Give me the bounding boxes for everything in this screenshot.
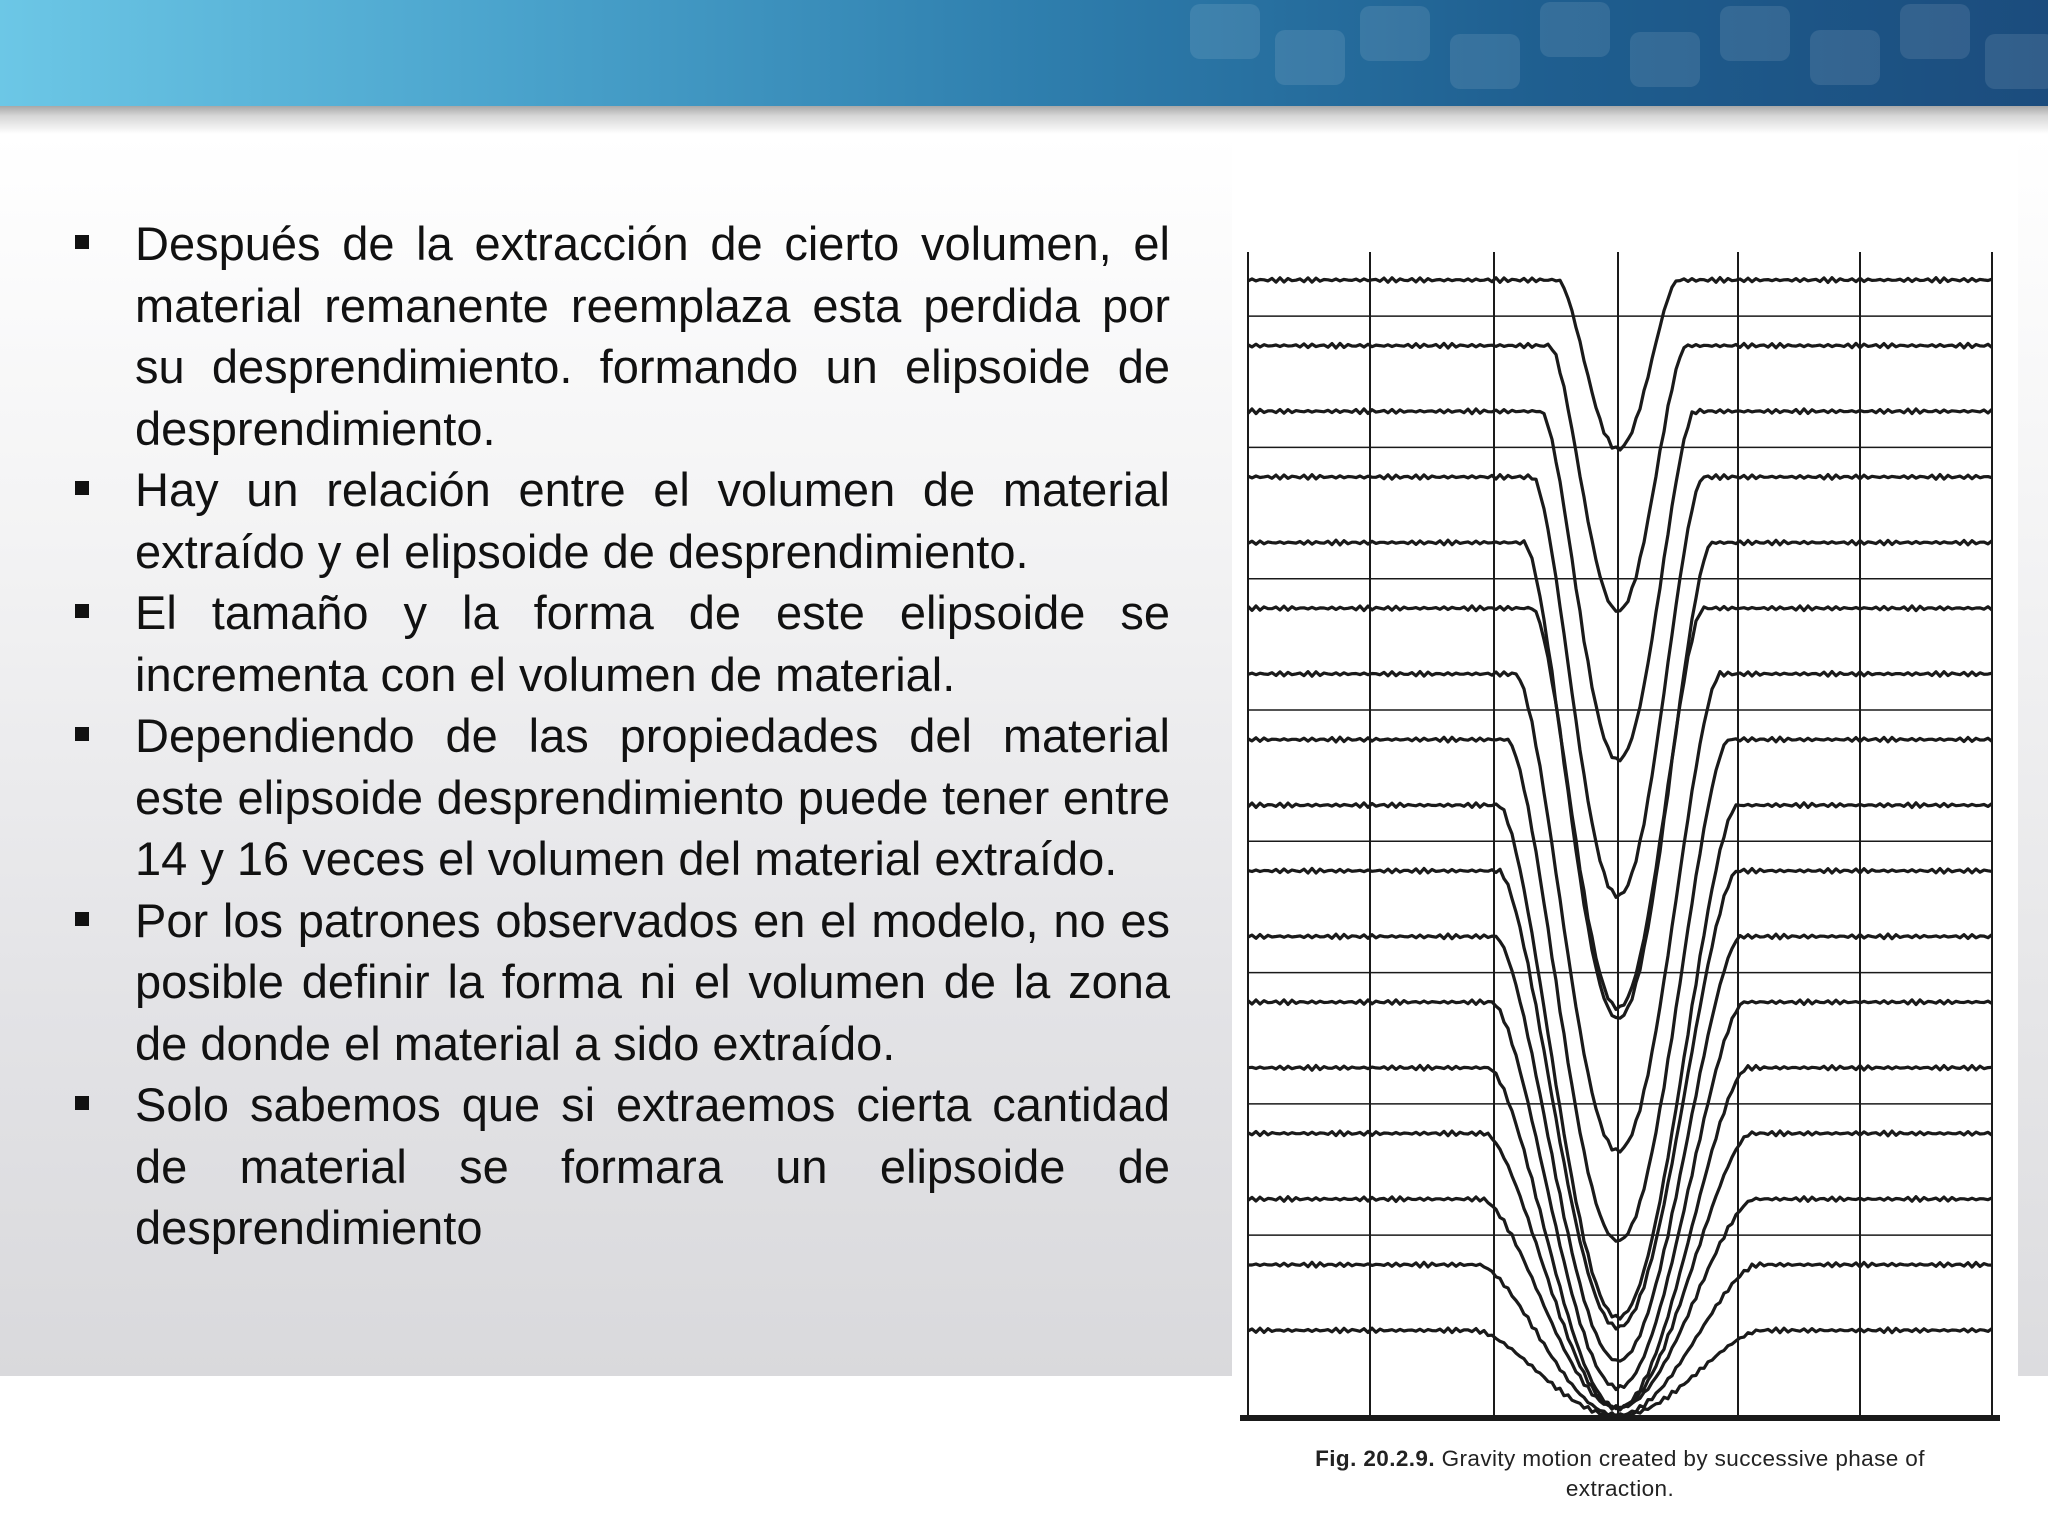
gravity-trace — [1248, 672, 1992, 1152]
square-bullet-icon — [75, 604, 89, 618]
bullet-text: El tamaño y la forma de este elipsoide se incrementa con el volumen de material. — [135, 586, 1170, 701]
square-bullet-icon — [75, 912, 89, 926]
square-bullet-icon — [75, 727, 89, 741]
top-banner — [0, 0, 2048, 106]
bullet-item — [70, 1074, 1170, 1259]
square-bullet-icon — [75, 235, 89, 249]
bullet-item — [70, 582, 1170, 705]
gravity-trace — [1248, 1262, 1992, 1417]
figure-caption — [1300, 1444, 1940, 1504]
bullet-text: Solo sabemos que si extraemos cierta cantidad de material se formara un elipsoide de desprendimiento — [135, 1078, 1170, 1254]
square-bullet-icon — [75, 481, 89, 495]
banner-tile — [1450, 34, 1520, 89]
gravity-trace — [1248, 1131, 1992, 1409]
gravity-motion-figure — [1240, 240, 2008, 1440]
banner-tile — [1985, 34, 2048, 89]
square-bullet-icon — [75, 1096, 89, 1110]
banner-tile — [1190, 4, 1260, 59]
gravity-trace — [1248, 737, 1992, 1241]
gravity-trace — [1248, 1328, 1992, 1417]
gravity-trace — [1248, 1197, 1992, 1410]
bullet-item — [70, 705, 1170, 890]
gravity-trace — [1248, 475, 1992, 898]
bullet-item — [70, 459, 1170, 582]
banner-tile — [1900, 4, 1970, 59]
caption-text: Gravity motion created by successive phase of extraction. — [1441, 1446, 1925, 1501]
gravity-trace — [1248, 1066, 1992, 1410]
gravity-trace — [1248, 409, 1992, 761]
banner-tile — [1630, 32, 1700, 87]
banner-tile — [1720, 6, 1790, 61]
bullet-text: Por los patrones observados en el modelo, no es posible definir la forma ni el volumen de la zona de donde el material a sido extraído. — [135, 893, 1170, 1070]
caption-label: Fig. 20.2.9. — [1315, 1446, 1435, 1471]
banner-tile — [1275, 30, 1345, 85]
figure-drawing — [1240, 240, 2008, 1440]
banner-tile — [1810, 30, 1880, 85]
bullet-list — [70, 213, 1170, 1259]
banner-tile — [1360, 6, 1430, 61]
right-strip — [2018, 134, 2048, 1376]
bullet-item — [70, 890, 1170, 1075]
bullet-text: Dependiendo de las propiedades del material este elipsoide desprendimiento puede tener entre 14 y 16 veces el volumen del material extraído. — [135, 709, 1170, 885]
banner-tile — [1540, 2, 1610, 57]
banner-shadow — [0, 106, 2048, 134]
bullet-text: Después de la extracción de cierto volumen, el material remanente reemplaza esta perdida por su desprendimiento. formando un elipsoide de desprendimiento. — [135, 217, 1170, 455]
bullet-item — [70, 213, 1170, 459]
gravity-trace — [1248, 934, 1992, 1361]
gravity-trace — [1248, 278, 1992, 450]
bullet-text: Hay un relación entre el volumen de material extraído y el elipsoide de desprendimiento. — [135, 463, 1170, 578]
